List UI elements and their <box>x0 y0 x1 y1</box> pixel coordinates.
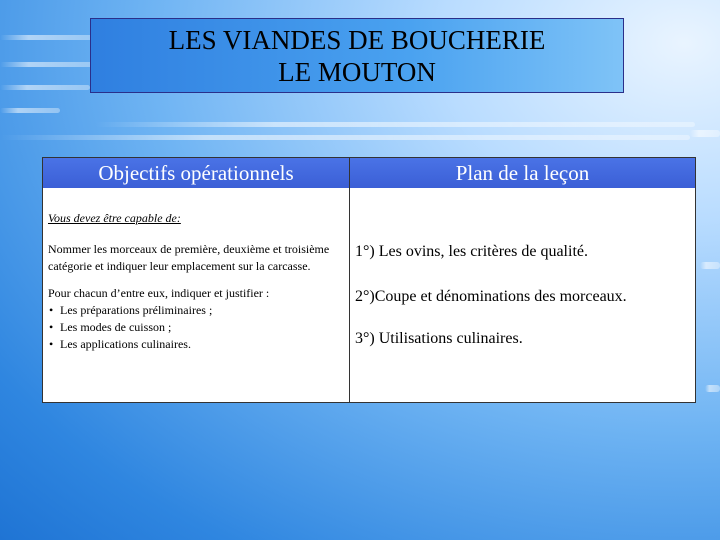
stripe <box>690 130 720 137</box>
objectives-paragraph-1: Nommer les morceaux de première, deuxième et troisième catégorie et indiquer leur emplacement sur la carcasse. <box>48 242 330 273</box>
objectives-intro: Vous devez être capable de: <box>48 211 181 225</box>
stripe <box>95 122 695 127</box>
slide-title-box <box>90 18 624 93</box>
stripe <box>0 62 95 67</box>
plan-item-1: 1°) Les ovins, les critères de qualité. <box>355 243 588 260</box>
stripe <box>0 135 690 140</box>
header-objectives: Objectifs opérationnels <box>43 158 349 188</box>
stripe <box>0 85 90 90</box>
stripe <box>0 108 60 113</box>
list-item: • Les modes de cuisson ; <box>48 319 344 336</box>
lesson-table <box>42 157 696 403</box>
stripe <box>705 385 720 392</box>
plan-item-2: 2°)Coupe et dénominations des morceaux. <box>355 288 627 305</box>
objectives-bullet-list <box>48 302 344 353</box>
list-item: • Les applications culinaires. <box>48 336 344 353</box>
stripe <box>700 262 720 269</box>
plan-item-3: 3°) Utilisations culinaires. <box>355 330 523 347</box>
column-divider <box>349 158 350 402</box>
objectives-paragraph-2: Pour chacun d’entre eux, indiquer et justifier : <box>48 286 270 300</box>
list-item: • Les préparations préliminaires ; <box>48 302 344 319</box>
objectives-column <box>48 210 344 353</box>
slide-title-line1: LES VIANDES DE BOUCHERIE <box>168 25 546 55</box>
slide-title-line2: LE MOUTON <box>278 57 436 87</box>
stripe <box>0 35 95 40</box>
header-plan: Plan de la leçon <box>350 158 695 188</box>
